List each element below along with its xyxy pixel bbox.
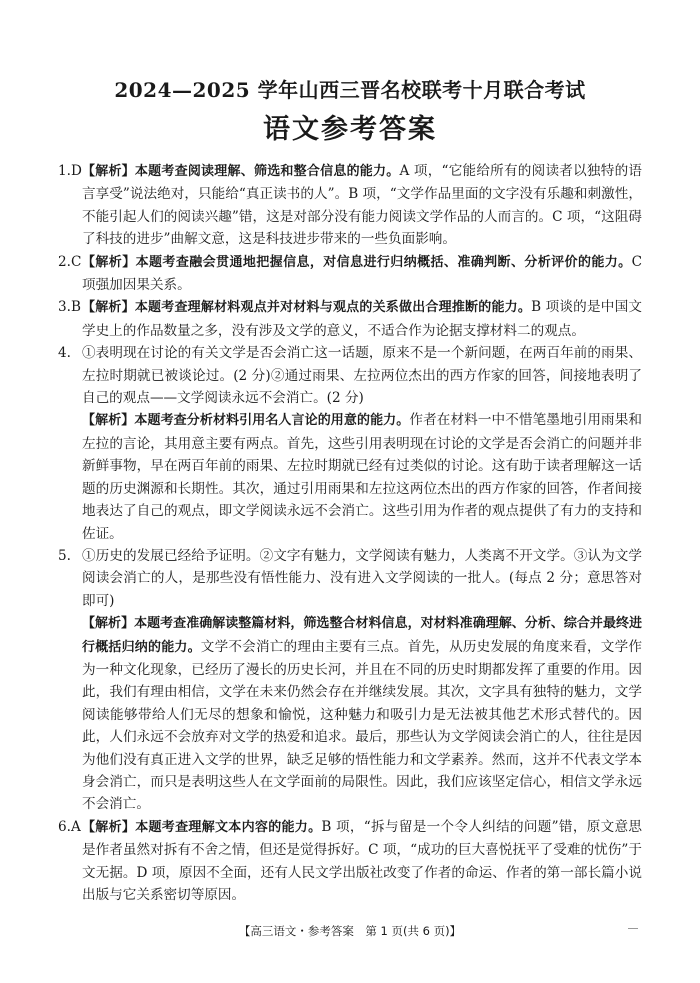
- answer-item: [58, 816, 642, 907]
- question-number: 3.B: [58, 299, 81, 316]
- answer-item: [58, 296, 642, 342]
- question-number: 2.C: [58, 253, 82, 270]
- analysis-tag: 【解析】本题考查阅读理解、筛选和整合信息的能力。: [82, 164, 400, 179]
- analysis-text: C 项强加因果关系。: [82, 253, 642, 294]
- answer-text: ①表明现在讨论的有关文学是否会消亡这一话题，原来不是一个新问题，在两百年前的雨果、左拉时期就已被谈论过。(2 分)②通过雨果、左拉两位杰出的西方作家的回答，间接地表明了自己的观点——文学阅读永远不会消亡。(2 分): [82, 345, 642, 407]
- answer-item: [58, 160, 642, 251]
- analysis-text: A 项，“它能给所有的阅读者以独特的语言享受”说法绝对，只能给“真正读书的人”。B 项，“文学作品里面的文字没有乐趣和刺激性，不能引起人们的阅读兴趣”错，这是对部分没有能力阅读文学作品的人而言的。C 项，“这阻碍了科技的进步”曲解文意，这是科技进步带来的一些负面影响。: [82, 163, 642, 248]
- analysis-text: 作者在材料一中不惜笔墨地引用雨果和左拉的言论，其用意主要有两点。首先，这些引用表明现在讨论的文学是否会消亡的问题并非新鲜事物，早在两百年前的雨果、左拉时期就已经有过类似的讨论。这有助于读者理解这一话题的历史渊源和长期性。其次，通过引用雨果和左拉这两位杰出的西方作家的回答，作者间接地表达了自己的观点，即文学阅读永远不会消亡。这些引用为作者的观点提供了有力的支持和佐证。: [82, 412, 642, 542]
- analysis-tag: 【解析】本题考查融会贯通地把握信息，对信息进行归纳概括、准确判断、分析评价的能力。: [82, 254, 632, 270]
- question-number: 4.: [58, 345, 71, 362]
- page-title: 语文参考答案: [263, 114, 437, 145]
- analysis-tag: 【解析】本题考查准确解读整篇材料，筛选整合材料信息，对材料准确理解、分析、综合并最终进行概括归纳的能力。: [82, 616, 642, 655]
- page-footer: 【高三语文・参考答案 第 1 页(共 6 页)】: [238, 924, 462, 938]
- analysis-text: B 项，“拆与留是一个令人纠结的问题”错，原文意思是作者虽然对拆有不舍之情，但还是觉得拆好。C 项，“成功的巨大喜悦抚平了受难的忧伤”于文无据。D 项，原因不全面，还有人民文学出版社改变了作者的命运、作者的第一部长篇小说出版与它关系密切等原因。: [82, 818, 642, 903]
- answer-text: ①历史的发展已经给予证明。②文字有魅力，文学阅读有魅力，人类离不开文学。③认为文学阅读会消亡的人，是那些没有悟性能力、没有进入文学阅读的一批人。(每点 2 分；意思答对即可): [82, 547, 642, 609]
- analysis-tag: 【解析】本题考查理解文本内容的能力。: [82, 819, 322, 835]
- question-number: 5.: [58, 547, 71, 564]
- answer-item: [58, 342, 642, 545]
- analysis-text: 文学不会消亡的理由主要有三点。首先，从历史发展的角度来看，文学作为一种文化现象，已经历了漫长的历史长河，并且在不同的历史时期都发挥了重要的作用。因此，我们有理由相信，文学在未来仍然会存在并继续发展。其次，文字具有独特的魅力，文学阅读能够带给人们无尽的想象和愉悦，这种魅力和吸引力是无法被其他艺术形式替代的。因此，人们永远不会放弃对文学的热爱和追求。最后，那些认为文学阅读会消亡的人，往往是因为他们没有真正进入文学的世界，缺乏足够的悟性能力和文学素养。然而，这并不代表文学本身会消亡，而只是表明这些人在文学面前的局限性。因此，我们应该坚定信心，相信文学永远不会消亡。: [82, 638, 642, 813]
- answer-item: [58, 545, 642, 816]
- analysis-tag: 【解析】本题考查分析材料引用名人言论的用意的能力。: [82, 413, 410, 429]
- answer-list: [58, 160, 642, 906]
- scan-mark: [628, 928, 638, 929]
- answer-item: [58, 251, 642, 297]
- question-number: 1.D: [58, 163, 82, 179]
- question-number: 6.A: [58, 818, 81, 835]
- analysis-text: B 项谈的是中国文学史上的作品数量之多，没有涉及文学的意义，不适合作为论据支撑材料二的观点。: [82, 299, 642, 339]
- analysis-tag: 【解析】本题考查理解材料观点并对材料与观点的关系做出合理推断的能力。: [82, 300, 532, 316]
- exam-title: 2024—2025 学年山西三晋名校联考十月联合考试: [114, 78, 586, 102]
